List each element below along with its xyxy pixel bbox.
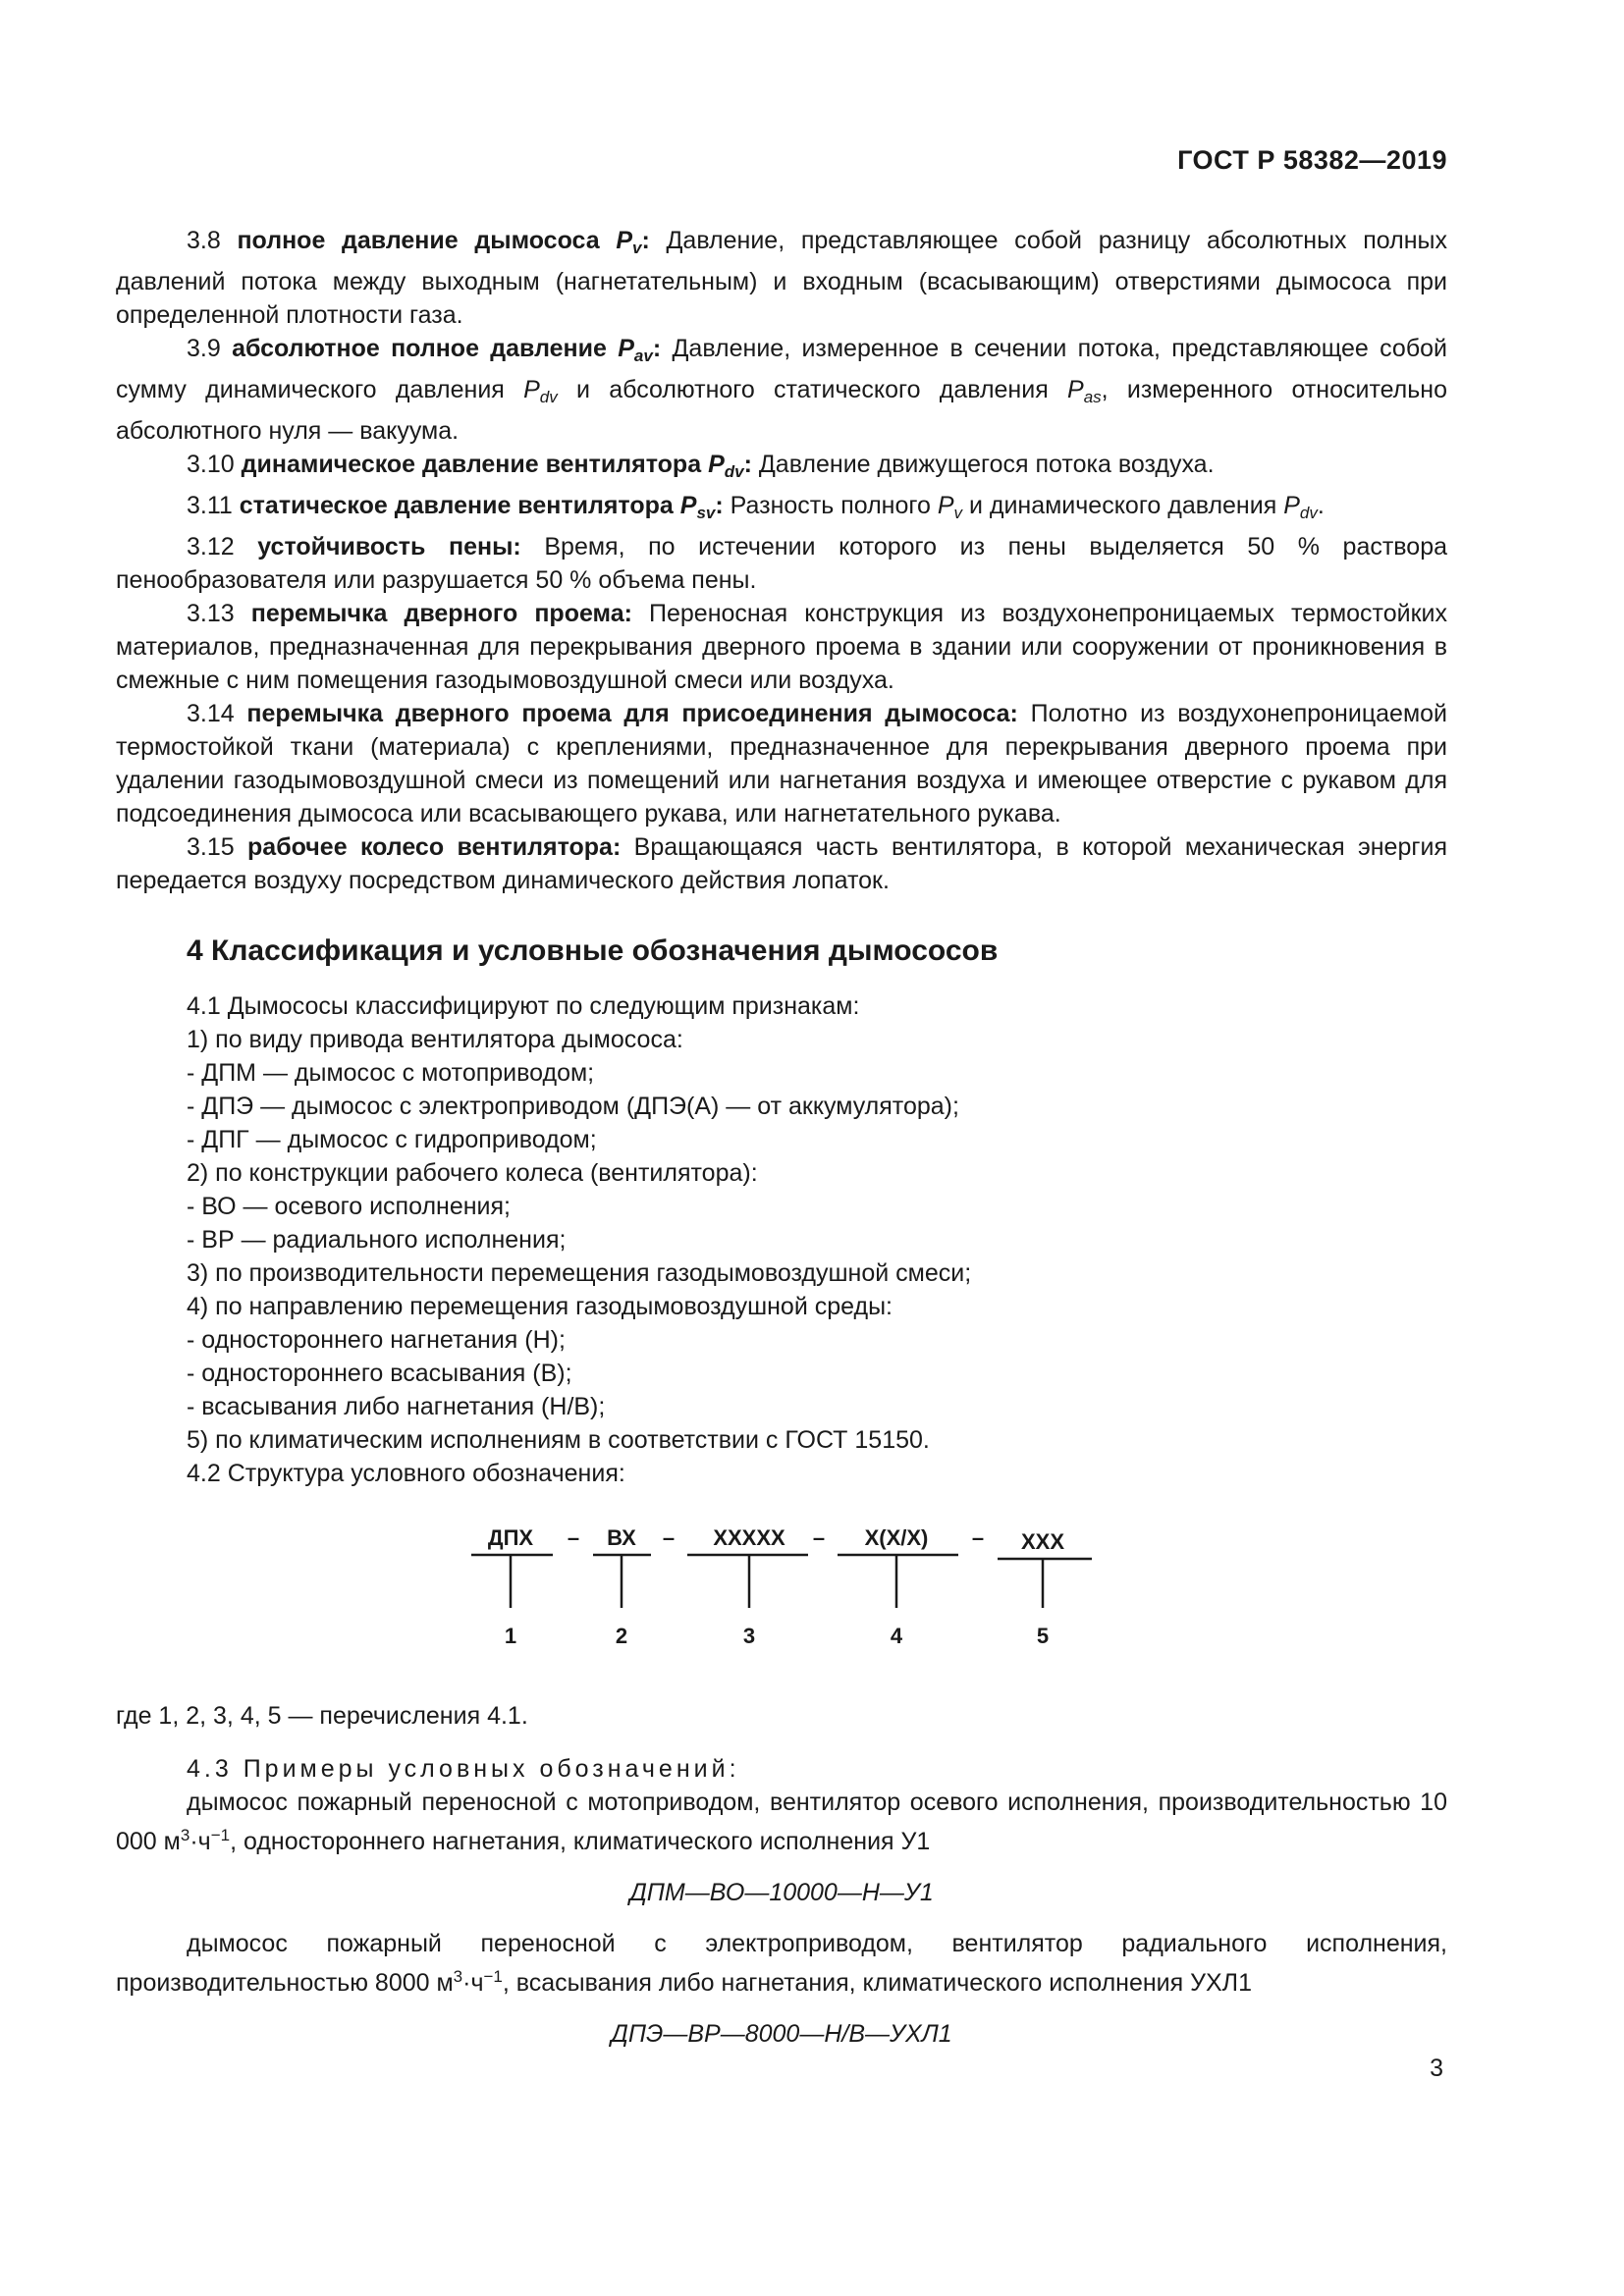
list-item: 3) по производительности перемещения газодымовоздушной смеси; bbox=[187, 1259, 972, 1287]
field-climate: ХХХ bbox=[1020, 1529, 1065, 1554]
term-3-8: 3.8 полное давление дымососа $P_v$: Давление, представляющее собой разницу абсолютных полных давлений потока между выходным (нагнетательным) и входным (всасывающим) отверстиями дымососа при определенной плотности газа. bbox=[116, 227, 1447, 329]
separator: – bbox=[971, 1525, 985, 1550]
term-3-9: 3.9 абсолютное полное давление $P_{av}$: Давление, измеренное в сечении потока, представляющее собой сумму динамического давления $P_{dv}$ и абсолютного статического давления $P_{as}$, измеренного относительно абсолютного нуля — вакуума. bbox=[116, 335, 1448, 445]
separator: – bbox=[812, 1525, 826, 1550]
section-4-heading: 4 Классификация и условные обозначения дымососов bbox=[187, 934, 999, 967]
term-3-14: 3.14 перемычка дверного проема для присоединения дымососа: Полотно из воздухонепроницаемой термостойкой ткани (материала) с креплениями, предназначенное для перекрывания дверного проема при удалении газодымовоздушной смеси из помещений или нагнетания воздуха и имеющее отверстие с рукавом для подсоединения дымососа или всасывающего рукава, или нагнетательного рукава. bbox=[116, 700, 1448, 828]
example-1-text: дымосос пожарный переносной с мотоприводом, вентилятор осевого исполнения, производительностью 10 000 $м^3\cdot ч^{-1}$, одностороннего нагнетания, климатического исполнения У1 bbox=[116, 1789, 1447, 1855]
list-item: - всасывания либо нагнетания (Н/В); bbox=[187, 1393, 606, 1420]
field-impeller-type: ВХ bbox=[607, 1525, 636, 1550]
term-3-15: 3.15 рабочее колесо вентилятора: Вращающаяся часть вентилятора, в которой механическая энергия передается воздуху посредством динамического действия лопаток. bbox=[116, 833, 1447, 894]
examples-title: 4.3 Примеры условных обозначений: bbox=[187, 1755, 740, 1783]
field-direction: Х(Х/Х) bbox=[864, 1525, 929, 1550]
diagram-number: 3 bbox=[742, 1624, 756, 1648]
designation-structure-diagram bbox=[116, 1506, 1447, 1673]
term-3-12: 3.12 устойчивость пены: Время, по истечении которого из пены выделяется 50 % раствора пенообразователя или разрушается 50 % объема пены. bbox=[116, 533, 1448, 594]
diagram-number: 1 bbox=[504, 1624, 517, 1648]
list-item: - одностороннего нагнетания (Н); bbox=[187, 1326, 566, 1354]
example-1-designation: ДПМ—ВО—10000—Н—У1 bbox=[629, 1879, 934, 1906]
list-item: - ДПЭ — дымосос с электроприводом (ДПЭ(А) — от аккумулятора); bbox=[187, 1093, 959, 1120]
document-header-standard: ГОСТ Р 58382—2019 bbox=[1177, 145, 1447, 175]
term-3-10: 3.10 динамическое давление вентилятора $P_{dv}$: Давление движущегося потока воздуха. bbox=[187, 451, 1215, 481]
classification-list bbox=[116, 989, 1447, 1490]
page-number: 3 bbox=[1430, 2055, 1443, 2082]
term-3-13: 3.13 перемычка дверного проема: Переносная конструкция из воздухонепроницаемых термостойких материалов, предназначенная для перекрывания дверного проема в здании или сооружении от проникновения в смежные с ним помещения газодымовоздушной смеси или воздуха. bbox=[116, 600, 1447, 694]
list-item: - одностороннего всасывания (В); bbox=[187, 1360, 572, 1387]
example-2-designation: ДПЭ—ВР—8000—Н/В—УХЛ1 bbox=[611, 2020, 952, 2048]
example-2-text: дымосос пожарный переносной с электроприводом, вентилятор радиального исполнения, производительностью 8000 $м^3\cdot ч^{-1}$, всасывания либо нагнетания, климатического исполнения УХЛ1 bbox=[116, 1930, 1447, 1997]
list-item: 5) по климатическим исполнениям в соответствии с ГОСТ 15150. bbox=[187, 1426, 930, 1454]
diagram-number: 5 bbox=[1036, 1624, 1050, 1648]
list-item: - ДПГ — дымосос с гидроприводом; bbox=[187, 1126, 597, 1153]
list-item: - ДПМ — дымосос с мотоприводом; bbox=[187, 1059, 595, 1087]
list-item: 2) по конструкции рабочего колеса (вентилятора): bbox=[187, 1159, 758, 1187]
list-item: 4.2 Структура условного обозначения: bbox=[187, 1460, 625, 1487]
separator: – bbox=[567, 1525, 580, 1550]
field-capacity: ХХХХХ bbox=[713, 1525, 785, 1550]
list-item: - ВР — радиального исполнения; bbox=[187, 1226, 567, 1254]
diagram-legend: где 1, 2, 3, 4, 5 — перечисления 4.1. bbox=[116, 1702, 528, 1730]
list-item: 4) по направлению перемещения газодымовоздушной среды: bbox=[187, 1293, 893, 1320]
list-item: - ВО — осевого исполнения; bbox=[187, 1193, 511, 1220]
diagram-number: 4 bbox=[890, 1624, 903, 1648]
document-body bbox=[116, 224, 1447, 2068]
term-3-11: 3.11 статическое давление вентилятора $P_{sv}$: Разность полного $P_v$ и динамического давления $P_{dv}$. bbox=[187, 492, 1325, 522]
diagram-number: 2 bbox=[615, 1624, 628, 1648]
field-drive-type: ДПХ bbox=[487, 1525, 534, 1550]
list-item: 1) по виду привода вентилятора дымососа: bbox=[187, 1026, 683, 1053]
separator: – bbox=[662, 1525, 676, 1550]
list-item: 4.1 Дымососы классифицируют по следующим признакам: bbox=[187, 992, 860, 1020]
